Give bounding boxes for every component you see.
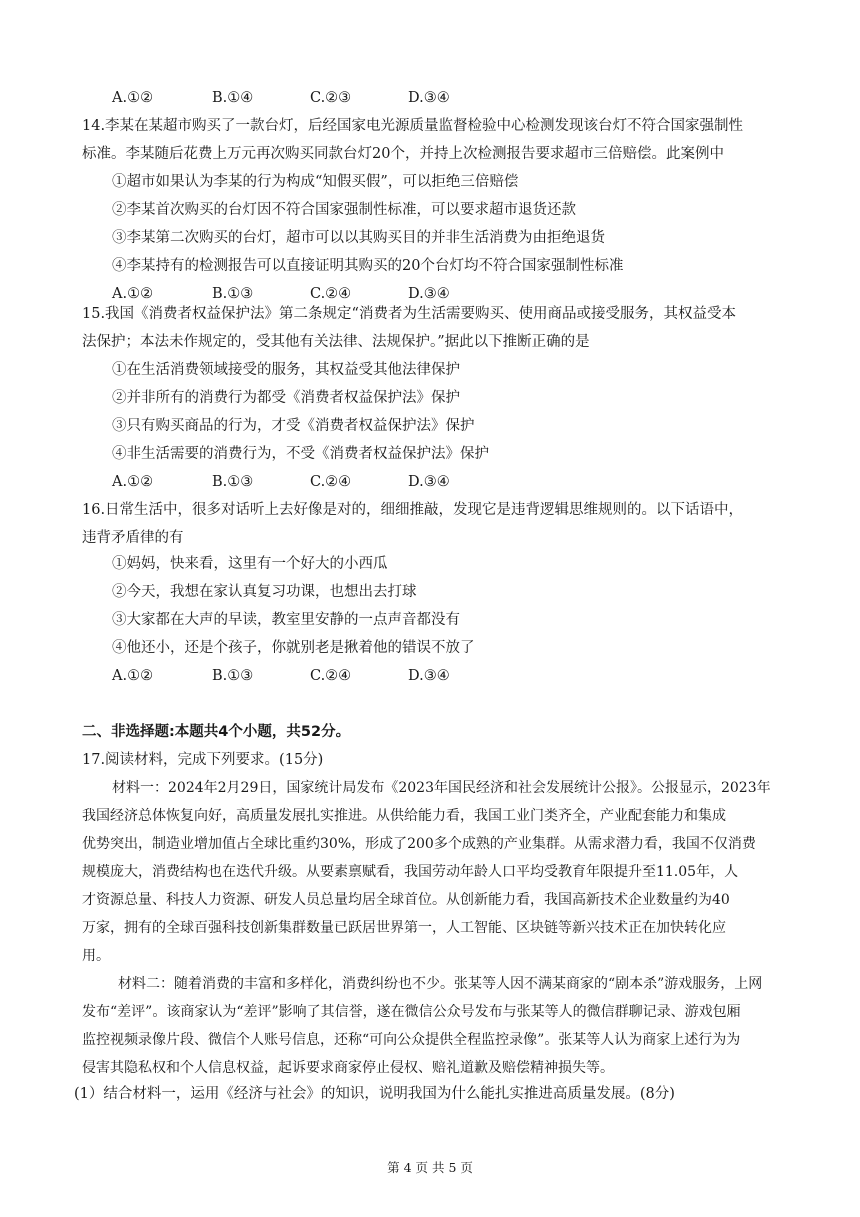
material2-line-4: 侵害其隐私权和个人信息权益，起诉要求商家停止侵权、赔礼道歉及赔偿精神损失等。 — [82, 1060, 614, 1076]
material1-line-6: 万家，拥有的全球百强科技创新集群数量已跃居世界第一，人工智能、区块链等新兴技术正在加快转化应 — [82, 920, 726, 936]
q15-stem-line-2: 法保护；本法未作规定的，受其他有关法律、法规保护。”据此以下推断正确的是 — [82, 334, 590, 350]
q16-option-b: B.①③ — [212, 668, 254, 684]
q17-subquestion-1: (1）结合材料一，运用《经济与社会》的知识，说明我国为什么能扎实推进高质量发展。(8分) — [74, 1086, 675, 1102]
material1-line-1: 材料一：2024年2月29日，国家统计局发布《2023年国民经济和社会发展统计公报》。公报显示，2023年 — [112, 780, 771, 796]
q14-option-c: C.②④ — [310, 286, 352, 302]
q14-item-4: ④李某持有的检测报告可以直接证明其购买的20个台灯均不符合国家强制性标准 — [112, 258, 624, 274]
material1-line-4: 规模庞大，消费结构也在迭代升级。从要素禀赋看，我国劳动年龄人口平均受教育年限提升至11.05年，人 — [82, 864, 739, 880]
q15-option-b: B.①③ — [212, 474, 254, 490]
q14-stem-line-2: 标准。李某随后花费上万元再次购买同款台灯20个，并持上次检测报告要求超市三倍赔偿。此案例中 — [82, 146, 724, 162]
q14-item-1: ①超市如果认为李某的行为构成“知假买假”，可以拒绝三倍赔偿 — [112, 174, 519, 190]
material1-line-2: 我国经济总体恢复向好，高质量发展扎实推进。从供给能力看，我国工业门类齐全，产业配套能力和集成 — [82, 808, 726, 824]
material1-line-3: 优势突出，制造业增加值占全球比重约30%，形成了200多个成熟的产业集群。从需求潜力看，我国不仅消费 — [82, 836, 756, 852]
material2-line-2: 发布“差评”。该商家认为“差评”影响了其信誉，遂在微信公众号发布与张某等人的微信群聊记录、游戏包厢 — [82, 1004, 741, 1020]
q15-option-c: C.②④ — [310, 474, 352, 490]
q16-item-1: ①妈妈，快来看，这里有一个好大的小西瓜 — [112, 556, 388, 572]
material1-line-5: 才资源总量、科技人力资源、研发人员总量均居全球首位。从创新能力看，我国高新技术企业数量约为40 — [82, 892, 730, 908]
q16-option-a: A.①② — [112, 668, 154, 684]
q16-item-4: ④他还小，还是个孩子，你就别老是揪着他的错误不放了 — [112, 640, 475, 656]
section-heading: 二、非选择题:本题共4个小题，共52分。 — [82, 724, 351, 740]
q13-option-c: C.②③ — [310, 90, 352, 106]
q15-item-4: ④非生活需要的消费行为，不受《消费者权益保护法》保护 — [112, 446, 489, 462]
q15-stem-line-1: 15.我国《消费者权益保护法》第二条规定“消费者为生活需要购买、使用商品或接受服务，其权益受本 — [82, 306, 736, 322]
q16-item-3: ③大家都在大声的早读，教室里安静的一点声音都没有 — [112, 612, 460, 628]
q14-item-2: ②李某首次购买的台灯因不符合国家强制性标准，可以要求超市退货还款 — [112, 202, 576, 218]
q14-stem-line-1: 14.李某在某超市购买了一款台灯，后经国家电光源质量监督检验中心检测发现该台灯不符合国家强制性 — [82, 118, 744, 134]
material2-line-1: 材料二：随着消费的丰富和多样化，消费纠纷也不少。张某等人因不满某商家的“剧本杀”游戏服务，上网 — [118, 976, 763, 992]
q14-option-b: B.①③ — [212, 286, 254, 302]
q15-item-3: ③只有购买商品的行为，才受《消费者权益保护法》保护 — [112, 418, 475, 434]
material2-line-3: 监控视频录像片段、微信个人账号信息，还称“可向公众提供全程监控录像”。张某等人认为商家上述行为为 — [82, 1032, 741, 1048]
q15-option-d: D.③④ — [408, 474, 450, 490]
q14-item-3: ③李某第二次购买的台灯，超市可以以其购买目的并非生活消费为由拒绝退货 — [112, 230, 605, 246]
q16-option-d: D.③④ — [408, 668, 450, 684]
q14-option-d: D.③④ — [408, 286, 450, 302]
q13-option-d: D.③④ — [408, 90, 450, 106]
q15-item-2: ②并非所有的消费行为都受《消费者权益保护法》保护 — [112, 390, 460, 406]
q14-option-a: A.①② — [112, 286, 154, 302]
page-footer: 第 4 页 共 5 页 — [387, 1160, 473, 1175]
q16-stem-line-1: 16.日常生活中，很多对话听上去好像是对的，细细推敲，发现它是违背逻辑思维规则的。以下话语中， — [82, 502, 744, 518]
q13-option-a: A.①② — [112, 90, 154, 106]
q16-option-c: C.②④ — [310, 668, 352, 684]
q17-stem: 17.阅读材料，完成下列要求。(15分) — [82, 752, 324, 768]
q13-option-b: B.①④ — [212, 90, 254, 106]
q15-item-1: ①在生活消费领域接受的服务，其权益受其他法律保护 — [112, 362, 460, 378]
material1-line-7: 用。 — [82, 948, 110, 964]
q16-item-2: ②今天，我想在家认真复习功课，也想出去打球 — [112, 584, 417, 600]
q15-option-a: A.①② — [112, 474, 154, 490]
q16-stem-line-2: 违背矛盾律的有 — [82, 530, 184, 546]
